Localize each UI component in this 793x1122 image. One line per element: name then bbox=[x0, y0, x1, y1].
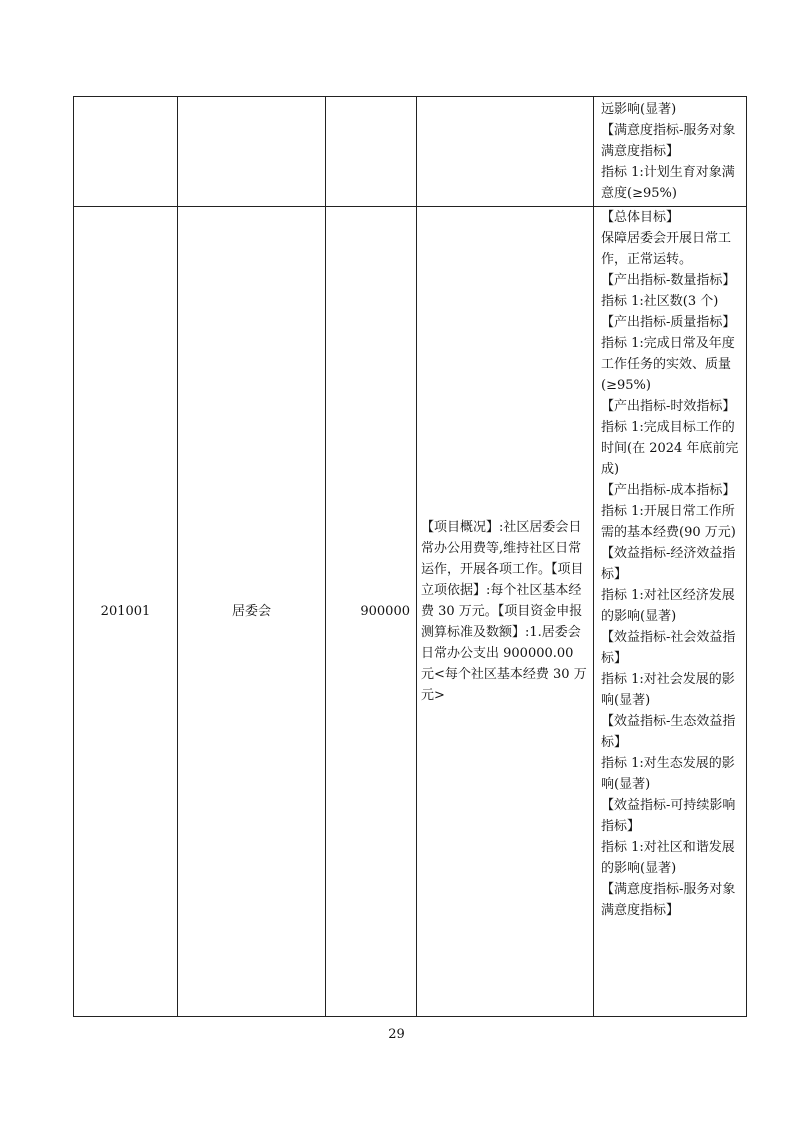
description-cell bbox=[417, 207, 594, 1017]
indicator-line: 【效益指标-经济效益指标】 bbox=[601, 546, 736, 582]
indicator-line: 【产出指标-时效指标】 bbox=[601, 399, 736, 414]
indicator-list bbox=[594, 207, 746, 921]
indicator-line: 【总体目标】 bbox=[601, 210, 680, 225]
indicator-line: 【效益指标-生态效益指标】 bbox=[601, 714, 736, 750]
indicator-line: 指标 1:对社区经济发展的影响(显著) bbox=[601, 588, 735, 624]
indicator-list bbox=[594, 99, 746, 204]
indicator-line: 指标 1:完成目标工作的时间(在 2024 年底前完成) bbox=[601, 420, 739, 477]
amount-cell bbox=[326, 97, 417, 207]
indicator-line: 指标 1:社区数(3 个) bbox=[601, 294, 719, 309]
indicator-line: 指标 1:对社会发展的影响(显著) bbox=[601, 672, 735, 708]
indicator-line: 指标 1:对生态发展的影响(显著) bbox=[601, 756, 735, 792]
indicator-line: 【产出指标-成本指标】 bbox=[601, 483, 736, 498]
project-name-cell: 居委会 bbox=[178, 207, 326, 1017]
indicator-line: 远影响(显著) bbox=[601, 102, 677, 117]
indicator-line: 【满意度指标-服务对象满意度指标】 bbox=[601, 123, 736, 159]
indicator-line: 保障居委会开展日常工作，正常运转。 bbox=[601, 231, 732, 267]
project-code-cell bbox=[74, 97, 178, 207]
indicator-line: 指标 1:计划生育对象满意度(≥95%) bbox=[601, 165, 735, 201]
indicator-line: 指标 1:开展日常工作所需的基本经费(90 万元) bbox=[601, 504, 736, 540]
indicators-cell bbox=[594, 97, 747, 207]
project-code-cell: 201001 bbox=[74, 207, 178, 1017]
indicator-line: 指标 1:完成日常及年度工作任务的实效、质量(≥95%) bbox=[601, 336, 735, 393]
indicator-line: 指标 1:对社区和谐发展的影响(显著) bbox=[601, 840, 735, 876]
table-row bbox=[74, 207, 747, 1017]
description-cell bbox=[417, 97, 594, 207]
indicator-line: 【效益指标-社会效益指标】 bbox=[601, 630, 736, 666]
indicator-line: 【满意度指标-服务对象满意度指标】 bbox=[601, 882, 736, 918]
budget-table bbox=[73, 96, 747, 1017]
indicators-cell bbox=[594, 207, 747, 1017]
table-row bbox=[74, 97, 747, 207]
amount-cell: 900000 bbox=[326, 207, 417, 1017]
project-description: 【项目概况】:社区居委会日常办公用费等,维持社区日常运作，开展各项工作。【项目立项依据】:每个社区基本经费 30 万元。【项目资金申报测算标准及数额】:1.居委会日常办公支出 900000.00 元<每个社区基本经费 30 万元> bbox=[421, 520, 587, 703]
project-name-cell bbox=[178, 97, 326, 207]
page-number: 29 bbox=[388, 1027, 405, 1042]
indicator-line: 【效益指标-可持续影响指标】 bbox=[601, 798, 736, 834]
indicator-line: 【产出指标-质量指标】 bbox=[601, 315, 736, 330]
indicator-line: 【产出指标-数量指标】 bbox=[601, 273, 736, 288]
